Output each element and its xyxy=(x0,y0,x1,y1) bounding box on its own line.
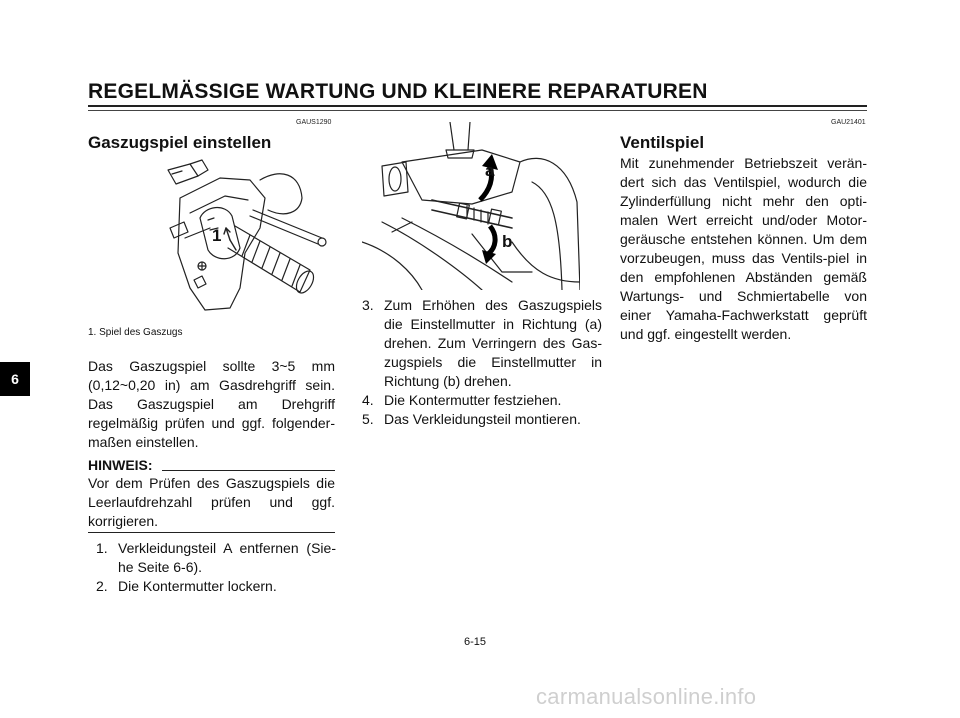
figure-label-1: 1 xyxy=(212,226,222,245)
throttle-grip-illustration xyxy=(150,158,335,320)
section-heading: Gaszugspiel einstellen xyxy=(88,133,272,152)
list-item-text: Das Verkleidungsteil montieren. xyxy=(384,411,581,427)
figure-label-b: b xyxy=(502,232,513,251)
paragraph-line: Das Gaszugspiel sollte 3~5 mm xyxy=(88,358,335,374)
adjuster-nut-illustration xyxy=(362,122,580,290)
note-text xyxy=(88,474,335,531)
note-line: korrigieren. xyxy=(88,513,159,529)
list-item-number: 4. xyxy=(362,392,374,408)
list-item xyxy=(362,391,602,410)
note-end-rule xyxy=(88,532,335,533)
page-header-title: REGELMÄSSIGE WARTUNG UND KLEINERE REPARATUREN xyxy=(88,80,708,103)
note-label: HINWEIS: xyxy=(88,457,153,473)
list-item xyxy=(96,539,336,577)
section-code: GAUS1290 xyxy=(296,119,332,126)
paragraph-line: regelmäßig prüfen und ggf. folgender- xyxy=(88,415,335,431)
valve-paragraph: Mit zunehmender Betriebszeit verän-dert sich das Ventilspiel, wodurch die Zylinderfüllung nicht mehr den opti-malen Wert erreicht und/oder Motor-geräusche entstehen können. Um dem vorzubeugen, muss das Ventils-piel in den empfohlenen Abständen gemäß Wartungs- und Schmiertabelle von einer Yamaha-Fachwerkstatt geprüft und ggf. eingestellt werden. xyxy=(620,155,867,342)
note-label-rule xyxy=(162,470,335,471)
figure-label-a: a xyxy=(485,161,495,180)
list-item xyxy=(362,410,602,429)
list-item-number: 2. xyxy=(96,578,108,594)
watermark: carmanualsonline.info xyxy=(536,684,757,709)
header-rule xyxy=(88,105,867,107)
header-rule-thin xyxy=(88,110,867,111)
list-item-text: Die Kontermutter lockern. xyxy=(118,578,277,594)
list-item-text: Zum Erhöhen des Gaszugspiels die Einstellmutter in Richtung (a) drehen. Zum Verringern des Gas-zugspiels die Einstellmutter in Richtung (b) drehen. xyxy=(384,297,602,389)
chapter-tab: 6 xyxy=(0,362,30,396)
section-heading: Ventilspiel xyxy=(620,133,705,152)
list-item-number: 5. xyxy=(362,411,374,427)
list-item-text: Verkleidungsteil A entfernen (Sie-he Seite 6-6). xyxy=(118,540,336,575)
list-item xyxy=(96,577,336,596)
note-line: Vor dem Prüfen des Gaszugspiels die xyxy=(88,475,335,491)
paragraph-line: maßen einstellen. xyxy=(88,434,199,450)
paragraph-line: (0,12~0,20 in) am Gasdrehgriff sein. xyxy=(88,377,335,393)
section-code: GAU21401 xyxy=(831,119,866,126)
intro-paragraph xyxy=(88,357,335,452)
list-item-number: 1. xyxy=(96,540,108,556)
steps-list-left xyxy=(96,539,336,596)
list-item-text: Die Kontermutter festziehen. xyxy=(384,392,562,408)
list-item xyxy=(362,296,602,391)
steps-list-middle xyxy=(362,296,602,429)
page-number: 6-15 xyxy=(464,636,487,648)
paragraph-line: Das Gaszugspiel am Drehgriff xyxy=(88,396,335,412)
figure-caption: 1. Spiel des Gaszugs xyxy=(88,327,183,338)
note-line: Leerlaufdrehzahl prüfen und ggf. xyxy=(88,494,335,510)
list-item-number: 3. xyxy=(362,297,374,313)
